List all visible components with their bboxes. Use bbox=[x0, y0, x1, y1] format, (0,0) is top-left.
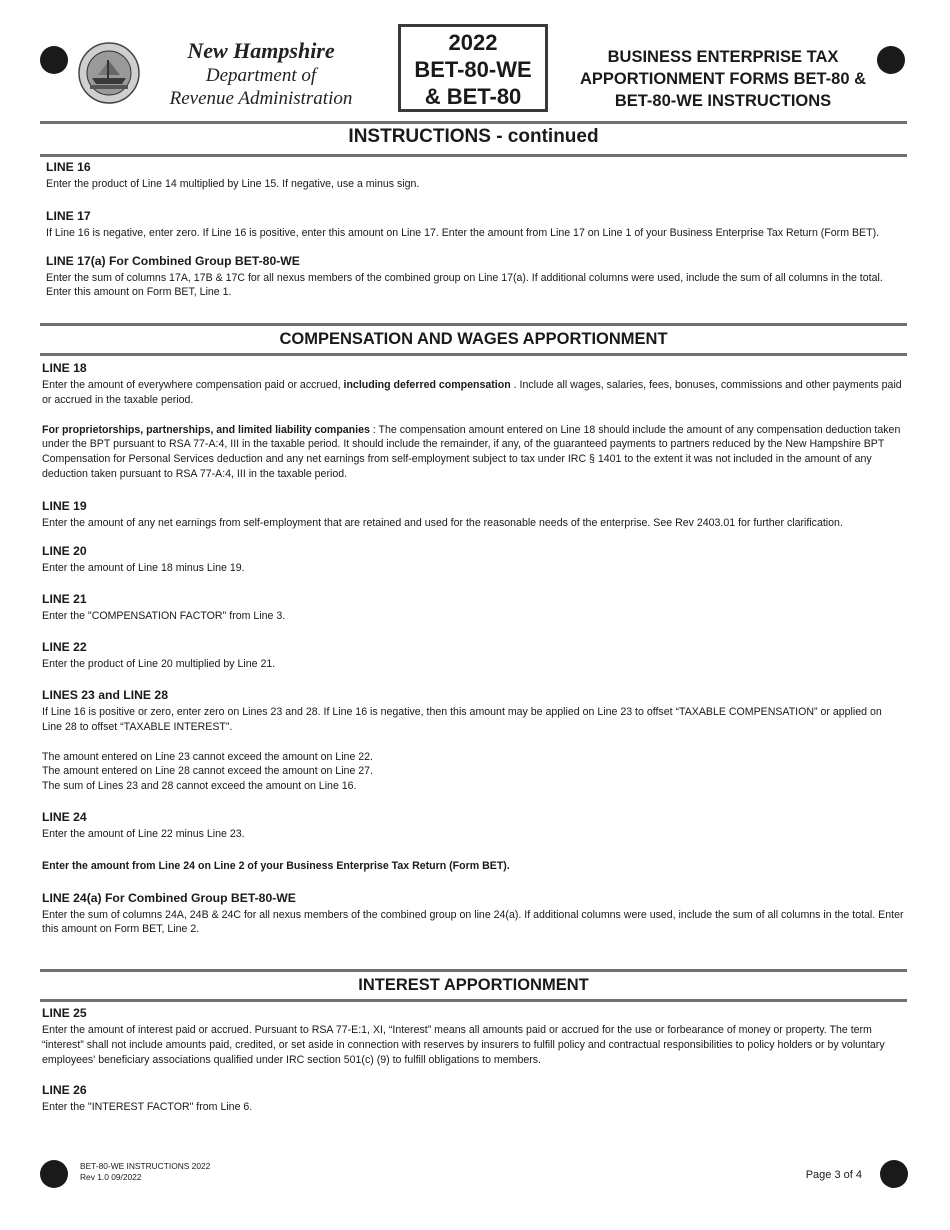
line-18-paragraph-1 bbox=[42, 378, 904, 408]
section-rule bbox=[40, 323, 907, 326]
line-21-text: Enter the "COMPENSATION FACTOR" from Line 3. bbox=[42, 610, 286, 623]
form-id-secondary: & BET-80 bbox=[424, 84, 522, 109]
line-18-heading: LINE 18 bbox=[42, 361, 87, 375]
line-18-entity-text: : The compensation amount entered on Line 18 should include the amount of any compensation deduction taken under the BPT pursuant to RSA 77-A:4, III in the taxable period. It should include the remainder, if any, of the guaranteed payments to partners reduced by the New Hampshire BPT Compensation for Personal Services deduction and any net earnings from self-employment subject to tax under IRC § 1401 to the extent it was not included in the amount of any deduction taken pursuant to RSA 77-A:4, III in the taxable period. bbox=[42, 423, 901, 480]
line-19-text: Enter the amount of any net earnings from self-employment that are retained and used for the reasonable needs of the enterprise. See Rev 2403.01 for further clarification. bbox=[42, 516, 843, 529]
line-18-entity-label: For proprietorships, partnerships, and limited liability companies bbox=[42, 423, 370, 436]
instructions-block bbox=[46, 160, 904, 300]
line-25-entry bbox=[42, 1006, 904, 1067]
corner-dot-top-left bbox=[40, 46, 68, 74]
line-24-entry bbox=[42, 810, 904, 874]
line-16-heading: LINE 16 bbox=[46, 160, 91, 174]
line-26-entry bbox=[42, 1083, 904, 1115]
agency-state: New Hampshire bbox=[187, 38, 335, 63]
form-year: 2022 bbox=[448, 30, 498, 55]
line-17-entry bbox=[46, 209, 904, 241]
section-title-interest: INTEREST APPORTIONMENT bbox=[358, 976, 589, 994]
lines-23-28-text: If Line 16 is positive or zero, enter zero on Lines 23 and 28. If Line 16 is negative, then this amount may be applied on Line 23 to offset “TAXABLE COMPENSATION” or applied on Line 28 to offset “TAXABLE INTEREST”. bbox=[42, 705, 882, 733]
corner-dot-top-right bbox=[877, 46, 905, 74]
line-19-entry bbox=[42, 499, 904, 531]
document-title-line-2: APPORTIONMENT FORMS BET-80 & bbox=[579, 70, 867, 88]
section-title-instructions: INSTRUCTIONS - continued bbox=[348, 126, 599, 147]
agency-division: Revenue Administration bbox=[169, 88, 353, 109]
agency-name bbox=[150, 38, 372, 110]
section-rule bbox=[40, 353, 907, 356]
section-rule bbox=[40, 969, 907, 972]
line-17-text: If Line 16 is negative, enter zero. If Line 16 is positive, enter this amount on Line 17. Enter the amount from Line 17 on Line 1 of your Business Enterprise Tax Return (Form BET). bbox=[46, 226, 880, 239]
line-17-heading: LINE 17 bbox=[46, 208, 91, 223]
line-19-heading: LINE 19 bbox=[42, 498, 87, 513]
line-24-heading: LINE 24 bbox=[42, 809, 87, 824]
line-17a-entry bbox=[46, 254, 904, 301]
line-21-entry bbox=[42, 592, 904, 624]
form-id-box bbox=[398, 24, 548, 112]
line-24a-text: Enter the sum of columns 24A, 24B & 24C for all nexus members of the combined group on line 24(a). If additional columns were used, include the sum of all columns in the total. Enter this amount on Form BET, Line 2. bbox=[42, 908, 904, 936]
lines-23-28-rule-2: The amount entered on Line 28 cannot exceed the amount on Line 27. bbox=[42, 765, 374, 778]
line-18-text-post: . Include all wages, salaries, fees, bonuses, commissions and other payments paid or accrued in the taxable period. bbox=[42, 379, 902, 406]
line-17a-text: Enter the sum of columns 17A, 17B & 17C for all nexus members of the combined group on Line 17(a). If additional columns were used, include the sum of all columns in the total. Enter this amount on Form BET, Line 1. bbox=[46, 271, 883, 299]
line-20-entry bbox=[42, 544, 904, 576]
footer-form-info bbox=[80, 1161, 210, 1183]
line-26-heading: LINE 26 bbox=[42, 1083, 87, 1098]
line-26-text: Enter the "INTEREST FACTOR" from Line 6. bbox=[42, 1101, 253, 1114]
agency-department: Department of bbox=[205, 65, 317, 86]
line-21-heading: LINE 21 bbox=[42, 592, 87, 607]
line-18-text-bold: including deferred compensation bbox=[343, 379, 511, 391]
footer-form-ref: BET-80-WE INSTRUCTIONS 2022 bbox=[80, 1161, 211, 1171]
section-title-compensation: COMPENSATION AND WAGES APPORTIONMENT bbox=[279, 330, 668, 348]
document-title bbox=[572, 46, 874, 112]
page-number: Page 3 of 4 bbox=[805, 1169, 862, 1181]
line-22-heading: LINE 22 bbox=[42, 640, 87, 655]
corner-dot-bottom-right bbox=[880, 1160, 908, 1188]
line-24-bold-note: Enter the amount from Line 24 on Line 2 of your Business Enterprise Tax Return (Form BET). bbox=[42, 859, 510, 872]
footer-revision: Rev 1.0 09/2022 bbox=[80, 1172, 142, 1182]
line-20-text: Enter the amount of Line 18 minus Line 19. bbox=[42, 561, 245, 574]
line-18-paragraph-2 bbox=[42, 423, 904, 482]
document-title-line-1: BUSINESS ENTERPRISE TAX bbox=[607, 48, 839, 66]
line-16-text: Enter the product of Line 14 multiplied by Line 15. If negative, use a minus sign. bbox=[46, 178, 420, 190]
line-16-entry bbox=[46, 160, 904, 192]
line-24a-heading: LINE 24(a) For Combined Group BET-80-WE bbox=[42, 890, 296, 905]
line-22-entry bbox=[42, 640, 904, 672]
line-25-text: Enter the amount of interest paid or accrued. Pursuant to RSA 77-E:1, XI, “Interest” means all amounts paid or accrued for the use or forbearance of money or property. The term “interest” shall not include amounts paid, credited, or set aside in connection with reserves by insurers to fulfill policy and contractual responsibilities to policy holders or by voluntary employees' beneficiary associations qualified under IRC section 501(c) (9) to fulfill obligations to members. bbox=[42, 1024, 885, 1066]
section-rule bbox=[40, 999, 907, 1002]
lines-23-28-heading: LINES 23 and LINE 28 bbox=[42, 687, 168, 702]
line-24-text: Enter the amount of Line 22 minus Line 23. bbox=[42, 827, 245, 840]
interest-block bbox=[42, 1006, 904, 1115]
line-20-heading: LINE 20 bbox=[42, 543, 87, 558]
line-17a-heading: LINE 17(a) For Combined Group BET-80-WE bbox=[46, 253, 300, 268]
lines-23-28-entry bbox=[42, 688, 904, 794]
section-rule bbox=[40, 121, 907, 124]
line-22-text: Enter the product of Line 20 multiplied by Line 21. bbox=[42, 658, 276, 671]
state-seal-icon bbox=[78, 42, 140, 104]
line-24a-entry bbox=[42, 891, 904, 938]
line-18-entry bbox=[42, 361, 904, 482]
lines-23-28-rule-3: The sum of Lines 23 and 28 cannot exceed the amount on Line 16. bbox=[42, 780, 357, 793]
line-18-text-pre: Enter the amount of everywhere compensation paid or accrued, bbox=[42, 379, 344, 391]
lines-23-28-rule-1: The amount entered on Line 23 cannot exceed the amount on Line 22. bbox=[42, 750, 374, 763]
compensation-block bbox=[42, 361, 904, 937]
form-id-primary: BET-80-WE bbox=[414, 57, 532, 82]
line-25-heading: LINE 25 bbox=[42, 1006, 87, 1020]
section-rule bbox=[40, 154, 907, 157]
document-title-line-3: BET-80-WE INSTRUCTIONS bbox=[614, 92, 832, 110]
corner-dot-bottom-left bbox=[40, 1160, 68, 1188]
